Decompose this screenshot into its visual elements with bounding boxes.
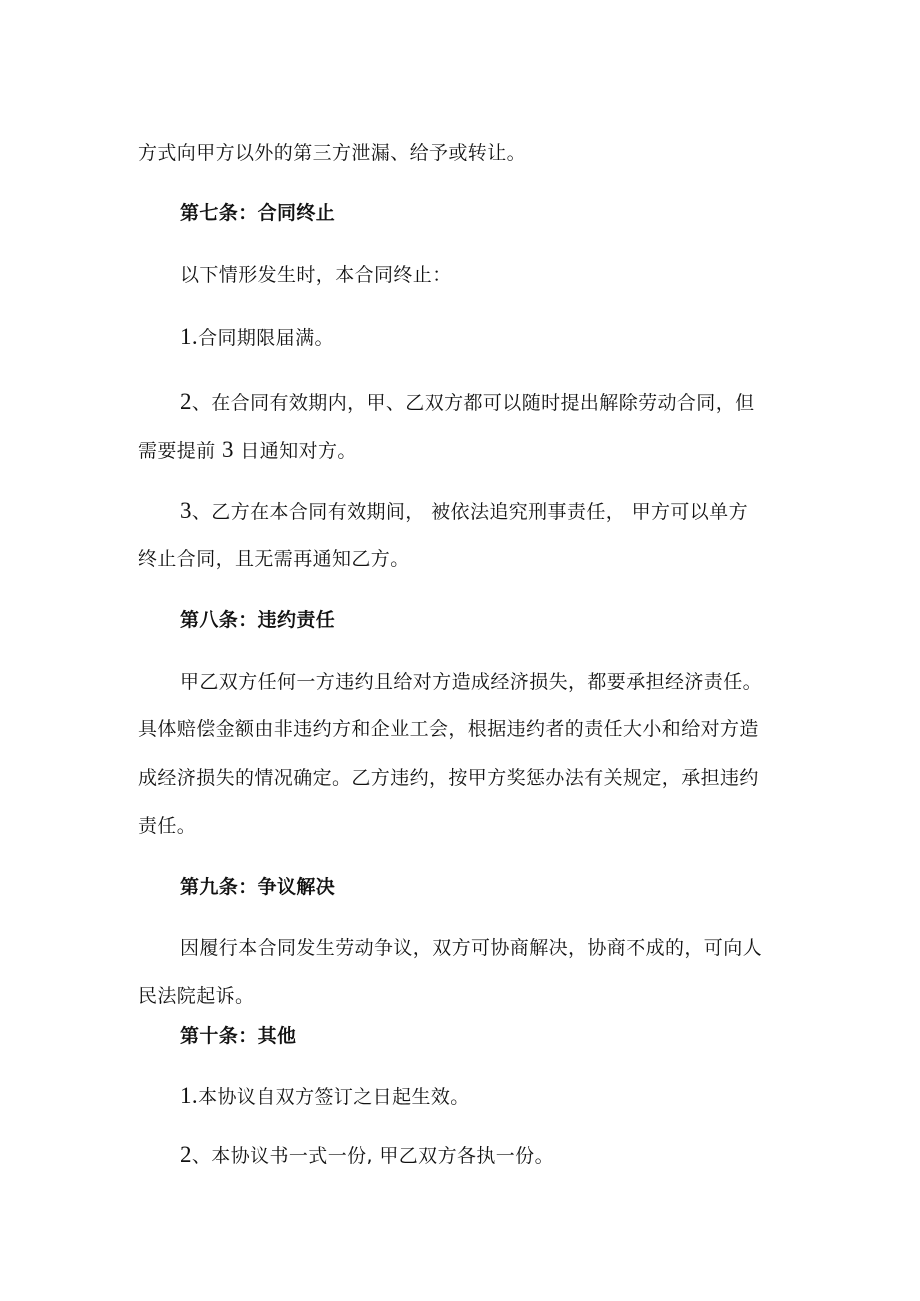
item-number: 1. — [180, 1083, 199, 1108]
item-text: 需要提前 — [138, 440, 223, 462]
item-text: 、乙方在本合同有效期间， 被依法追究刑事责任， 甲方可以单方 — [191, 501, 748, 523]
article-8-heading: 第八条：违约责任 — [180, 609, 336, 631]
article-7-intro: 以下情形发生时，本合同终止： — [180, 264, 452, 286]
paragraph-line: 方式向甲方以外的第三方泄漏、给予或转让。 — [138, 142, 527, 164]
article-7-item-3-line-2: 终止合同，且无需再通知乙方。 — [138, 548, 410, 570]
article-8-line-1: 甲乙双方任何一方违约且给对方造成经济损失，都要承担经济责任。 — [180, 671, 763, 693]
item-number: 2 — [180, 1142, 192, 1167]
article-8-line-4: 责任。 — [138, 815, 197, 837]
notice-days: 3 — [222, 437, 234, 462]
article-7-item-1 — [180, 324, 334, 351]
article-7-item-2-line-1 — [180, 389, 755, 416]
article-9-line-1: 因履行本合同发生劳动争议，双方可协商解决，协商不成的，可向人 — [180, 937, 763, 959]
item-text: 合同期限届满。 — [198, 327, 334, 349]
article-7-heading: 第七条：合同终止 — [180, 202, 336, 224]
article-10-heading: 第十条：其他 — [180, 1025, 297, 1047]
item-number: 1. — [180, 324, 199, 349]
article-8-line-2: 具体赔偿金额由非违约方和企业工会，根据违约者的责任大小和给对方造 — [138, 718, 759, 740]
article-8-line-3: 成经济损失的情况确定。乙方违约，按甲方奖惩办法有关规定，承担违约 — [138, 767, 759, 789]
item-number: 2 — [180, 389, 192, 414]
article-10-item-1 — [180, 1083, 470, 1110]
article-7-item-3-line-1 — [180, 498, 748, 525]
item-text: 本协议自双方签订之日起生效。 — [198, 1086, 470, 1108]
item-text: 日通知对方。 — [233, 440, 357, 462]
item-text: 、本协议书一式一份, 甲乙双方各执一份。 — [191, 1145, 554, 1167]
item-text: 、在合同有效期内，甲、乙双方都可以随时提出解除劳动合同，但 — [191, 392, 755, 414]
article-10-item-2 — [180, 1142, 554, 1169]
article-9-heading: 第九条：争议解决 — [180, 876, 336, 898]
article-9-line-2: 民法院起诉。 — [138, 985, 255, 1007]
article-7-item-2-line-2 — [138, 437, 357, 464]
item-number: 3 — [180, 498, 192, 523]
